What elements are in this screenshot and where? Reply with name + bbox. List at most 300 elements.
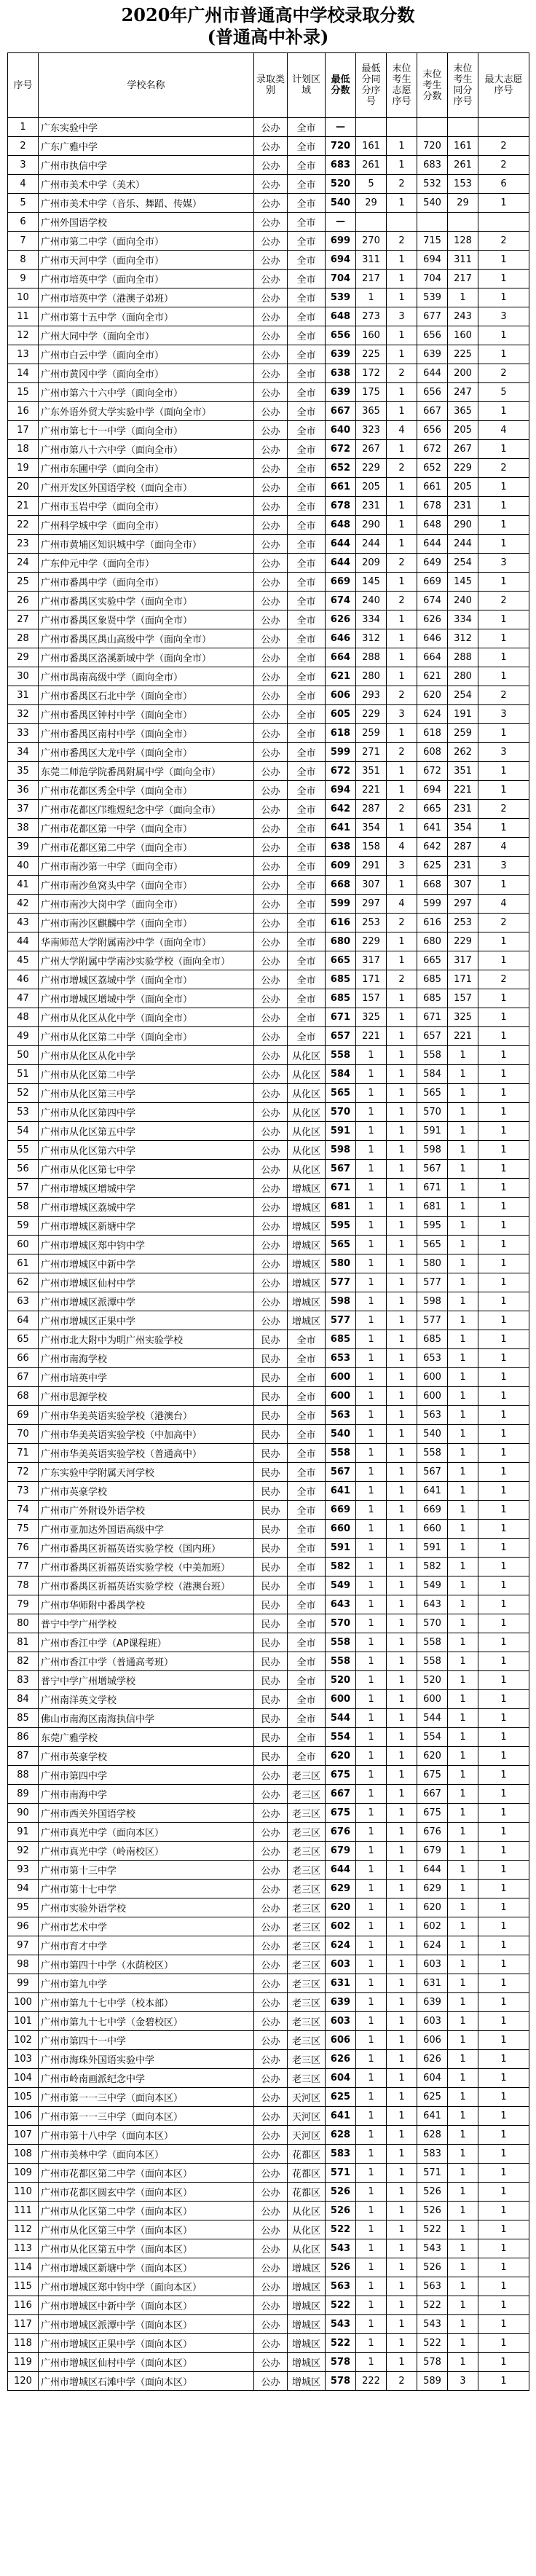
table-cell: 679 <box>326 1842 356 1861</box>
table-cell: 1 <box>478 667 529 686</box>
table-cell: 522 <box>326 2334 356 2353</box>
table-cell: 1 <box>387 2126 417 2145</box>
table-row <box>8 194 529 213</box>
table-cell: 1 <box>478 2183 529 2202</box>
table-cell: 222 <box>356 2372 387 2391</box>
table-cell: 2 <box>387 175 417 194</box>
table-cell <box>417 213 448 232</box>
table-row <box>8 1558 529 1576</box>
table-row <box>8 1880 529 1898</box>
table-cell: 公办 <box>254 1785 288 1804</box>
table-cell: 全市 <box>288 951 326 970</box>
table-cell: 243 <box>448 307 478 326</box>
table-row <box>8 288 529 307</box>
table-row <box>8 516 529 535</box>
column-header: 末位考生志愿序号 <box>387 53 417 118</box>
table-cell: 广东广雅中学 <box>39 137 254 156</box>
table-row <box>8 1936 529 1955</box>
table-cell: 297 <box>356 895 387 914</box>
table-cell: 549 <box>417 1576 448 1595</box>
table-cell: 543 <box>326 2315 356 2334</box>
table-cell: 565 <box>417 1236 448 1254</box>
table-cell: 1 <box>478 573 529 592</box>
table-cell: 240 <box>448 592 478 610</box>
table-cell: 671 <box>417 1179 448 1198</box>
table-cell: 668 <box>326 876 356 895</box>
table-cell: 565 <box>417 1084 448 1103</box>
table-cell: 225 <box>356 345 387 364</box>
table-cell: 114 <box>8 2258 39 2277</box>
table-cell: 1 <box>478 876 529 895</box>
table-cell: 656 <box>417 383 448 402</box>
table-cell: 639 <box>417 345 448 364</box>
table-cell: 334 <box>356 610 387 629</box>
table-cell: 增城区 <box>288 1217 326 1236</box>
table-cell: 1 <box>478 1709 529 1728</box>
table-cell: 增城区 <box>288 1198 326 1217</box>
table-cell: 2 <box>478 970 529 989</box>
table-cell: 660 <box>417 1520 448 1539</box>
table-cell: 广州市海珠外国语实验中学 <box>39 2050 254 2069</box>
table-cell <box>387 118 417 137</box>
table-cell: 89 <box>8 1785 39 1804</box>
table-cell: 1 <box>478 288 529 307</box>
table-cell: 665 <box>417 951 448 970</box>
table-cell: 从化区 <box>288 1122 326 1141</box>
table-cell: 620 <box>417 1747 448 1766</box>
table-cell: 公办 <box>254 1198 288 1217</box>
table-cell: 558 <box>326 1444 356 1463</box>
table-row <box>8 2372 529 2391</box>
table-cell: 720 <box>417 137 448 156</box>
table-cell: 522 <box>417 2334 448 2353</box>
table-cell: 1 <box>387 1254 417 1273</box>
table-cell: 全市 <box>288 989 326 1008</box>
table-cell: 1 <box>478 1898 529 1917</box>
table-cell: 641 <box>326 2107 356 2126</box>
table-row <box>8 1766 529 1785</box>
table-cell: 全市 <box>288 1539 326 1558</box>
table-cell: 1 <box>387 1539 417 1558</box>
table-cell: 从化区 <box>288 1065 326 1084</box>
table-cell: 广州市培英中学 <box>39 1368 254 1387</box>
table-cell: 1 <box>387 1103 417 1122</box>
table-cell: 675 <box>417 1804 448 1823</box>
table-cell: 全市 <box>288 1368 326 1387</box>
table-cell: 1 <box>387 951 417 970</box>
table-cell: 公办 <box>254 1254 288 1273</box>
table-cell: 从化区 <box>288 2202 326 2220</box>
table-cell: 1 <box>478 762 529 781</box>
table-body <box>8 118 529 2391</box>
table-cell: 广州市增城区荔城中学 <box>39 1198 254 1217</box>
table-cell: 1 <box>387 1880 417 1898</box>
table-row <box>8 1520 529 1539</box>
table-row <box>8 345 529 364</box>
table-cell: 公办 <box>254 535 288 554</box>
table-row <box>8 951 529 970</box>
table-cell: 312 <box>448 629 478 648</box>
table-cell: 598 <box>326 1141 356 1160</box>
table-cell: 1 <box>387 2353 417 2372</box>
table-cell: 公办 <box>254 2069 288 2088</box>
table-cell: 1 <box>448 2107 478 2126</box>
table-cell: 648 <box>417 516 448 535</box>
table-cell: 323 <box>356 421 387 440</box>
table-cell: 639 <box>326 345 356 364</box>
table-cell: 606 <box>326 2031 356 2050</box>
table-cell: 675 <box>417 1766 448 1785</box>
table-cell: 664 <box>417 648 448 667</box>
table-cell: 1 <box>478 2164 529 2183</box>
table-row <box>8 1084 529 1103</box>
table-cell: 东莞二师范学院番禺附属中学（面向全市） <box>39 762 254 781</box>
table-cell: 1 <box>448 2239 478 2258</box>
table-cell: 2 <box>478 800 529 819</box>
table-cell: 2 <box>478 914 529 932</box>
table-cell: 653 <box>326 1349 356 1368</box>
table-cell: 646 <box>326 629 356 648</box>
table-cell: 1 <box>387 2220 417 2239</box>
table-cell: 增城区 <box>288 2296 326 2315</box>
table-cell: 1 <box>356 2334 387 2353</box>
table-cell: 1 <box>387 932 417 951</box>
table-cell: 1 <box>448 2334 478 2353</box>
table-cell: 老三区 <box>288 1861 326 1880</box>
table-cell: 广州市岭南画派纪念中学 <box>39 2069 254 2088</box>
table-cell: 161 <box>448 137 478 156</box>
table-cell: 公办 <box>254 1993 288 2012</box>
table-cell: 1 <box>387 2012 417 2031</box>
table-cell: 1 <box>387 1804 417 1823</box>
table-cell: 217 <box>356 270 387 288</box>
table-row <box>8 1501 529 1520</box>
table-cell: 1 <box>478 2220 529 2239</box>
table-cell: 685 <box>326 989 356 1008</box>
table-cell: 618 <box>326 724 356 743</box>
table-cell: 1 <box>356 1065 387 1084</box>
table-cell: 公办 <box>254 175 288 194</box>
table-cell: 631 <box>326 1974 356 1993</box>
table-cell: 1 <box>356 2126 387 2145</box>
table-cell: 广州市培英中学（面向全市） <box>39 270 254 288</box>
table-cell: 1 <box>387 762 417 781</box>
table-cell: 全市 <box>288 345 326 364</box>
table-cell: 567 <box>326 1160 356 1179</box>
table-cell: 全市 <box>288 288 326 307</box>
table-cell: 63 <box>8 1292 39 1311</box>
table-cell: 广州市番禺区祈福英语实验学校（港澳台班） <box>39 1576 254 1595</box>
table-cell <box>387 213 417 232</box>
table-cell: 广州市英豪学校 <box>39 1747 254 1766</box>
table-cell: 民办 <box>254 1330 288 1349</box>
table-cell: 全市 <box>288 1558 326 1576</box>
table-cell: 公办 <box>254 800 288 819</box>
table-row <box>8 156 529 175</box>
table-row <box>8 270 529 288</box>
table-cell: 全市 <box>288 118 326 137</box>
table-cell: 老三区 <box>288 1842 326 1861</box>
table-cell: 广州市增城区增城中学（面向全市） <box>39 989 254 1008</box>
table-cell: 172 <box>356 364 387 383</box>
table-cell: 广州市第四十中学（水荫校区） <box>39 1955 254 1974</box>
table-row <box>8 1349 529 1368</box>
table-cell: 681 <box>326 1198 356 1217</box>
table-cell: 1 <box>448 1595 478 1614</box>
table-cell: 46 <box>8 970 39 989</box>
table-cell: 1 <box>356 1273 387 1292</box>
table-cell: 4 <box>478 838 529 857</box>
table-cell: 全市 <box>288 459 326 478</box>
table-cell: 广州市第八十六中学（面向全市） <box>39 440 254 459</box>
table-cell: 1 <box>387 1898 417 1917</box>
table-row <box>8 1198 529 1217</box>
table-cell: 1 <box>478 194 529 213</box>
table-cell: 1 <box>387 1217 417 1236</box>
table-cell: 600 <box>326 1368 356 1387</box>
table-cell: 628 <box>417 2126 448 2145</box>
table-cell: 570 <box>326 1103 356 1122</box>
table-cell: 240 <box>356 592 387 610</box>
table-cell: 广州市从化区第四中学 <box>39 1103 254 1122</box>
table-cell: 522 <box>326 2220 356 2239</box>
table-row <box>8 1444 529 1463</box>
table-cell: 全市 <box>288 402 326 421</box>
table-cell: 1 <box>387 2031 417 2050</box>
table-cell: 606 <box>326 686 356 705</box>
table-cell: 广州市番禺区禺山高级中学（面向全市） <box>39 629 254 648</box>
table-cell: 1 <box>387 535 417 554</box>
table-cell: 1 <box>448 288 478 307</box>
table-cell: 广州市从化区第七中学 <box>39 1160 254 1179</box>
table-cell: 广州市增城区正果中学（面向本区） <box>39 2334 254 2353</box>
table-cell: 1 <box>448 1273 478 1292</box>
table-cell: 1 <box>448 1880 478 1898</box>
table-row <box>8 2220 529 2239</box>
table-cell: 225 <box>448 345 478 364</box>
table-cell: 公办 <box>254 137 288 156</box>
table-cell: 558 <box>417 1633 448 1652</box>
table-cell: 675 <box>326 1766 356 1785</box>
table-cell: 1 <box>448 1122 478 1141</box>
document-title: 2020年广州市普通高中学校录取分数 <box>121 4 415 25</box>
table-cell: 67 <box>8 1368 39 1387</box>
table-cell: 天河区 <box>288 2088 326 2107</box>
table-cell: 公办 <box>254 288 288 307</box>
table-cell: 351 <box>356 762 387 781</box>
table-cell: 公办 <box>254 1065 288 1084</box>
table-cell: 539 <box>417 288 448 307</box>
table-cell: 11 <box>8 307 39 326</box>
table-cell: 669 <box>326 573 356 592</box>
table-cell: 1 <box>478 2088 529 2107</box>
table-cell: 公办 <box>254 1046 288 1065</box>
table-cell: 1 <box>478 1936 529 1955</box>
table-cell: 1 <box>387 326 417 345</box>
table-cell: 公办 <box>254 819 288 838</box>
table-cell: 231 <box>448 857 478 876</box>
table-cell: 50 <box>8 1046 39 1065</box>
table-cell: 262 <box>448 743 478 762</box>
table-cell: 678 <box>417 497 448 516</box>
table-cell: 公办 <box>254 1842 288 1861</box>
table-cell: 79 <box>8 1595 39 1614</box>
table-cell: 92 <box>8 1842 39 1861</box>
table-cell: 1 <box>448 1917 478 1936</box>
table-cell: 1 <box>356 2353 387 2372</box>
table-cell: 1 <box>387 1349 417 1368</box>
table-cell: 604 <box>326 2069 356 2088</box>
table-cell: 广州市增城区郑中钧中学 <box>39 1236 254 1254</box>
table-row <box>8 478 529 497</box>
table-cell: 广州市增城区仙村中学（面向本区） <box>39 2353 254 2372</box>
table-cell: 577 <box>326 1273 356 1292</box>
table-cell: 公办 <box>254 1898 288 1917</box>
table-cell: 广州市从化区第五中学 <box>39 1122 254 1141</box>
table-cell: 1 <box>478 270 529 288</box>
table-cell: 118 <box>8 2334 39 2353</box>
table-cell: 1 <box>387 2107 417 2126</box>
table-cell: 广州市从化区第三中学 <box>39 1084 254 1103</box>
table-cell: 1 <box>387 667 417 686</box>
table-cell: 全市 <box>288 1709 326 1728</box>
table-row <box>8 1387 529 1406</box>
table-cell: 民办 <box>254 1425 288 1444</box>
table-row <box>8 1539 529 1558</box>
table-cell: 1 <box>448 1198 478 1217</box>
table-cell: 1 <box>387 1330 417 1349</box>
table-cell: 1 <box>387 1709 417 1728</box>
table-cell: 1 <box>478 1501 529 1520</box>
table-cell: 广州市南沙第一中学（面向全市） <box>39 857 254 876</box>
table-cell: 1 <box>356 1046 387 1065</box>
table-cell: 1 <box>478 2258 529 2277</box>
table-cell: 1 <box>478 1633 529 1652</box>
table-cell: 625 <box>417 857 448 876</box>
table-cell: 1 <box>478 932 529 951</box>
table-cell: 1 <box>387 1823 417 1842</box>
table-cell: 全市 <box>288 156 326 175</box>
table-cell: 广州市华美英语实验学校（港澳台） <box>39 1406 254 1425</box>
table-cell: 539 <box>326 288 356 307</box>
table-cell: 公办 <box>254 2145 288 2164</box>
table-cell: 42 <box>8 895 39 914</box>
table-cell: 599 <box>326 743 356 762</box>
table-cell: 1 <box>356 1425 387 1444</box>
table-cell: 544 <box>417 1709 448 1728</box>
table-cell: 1 <box>387 573 417 592</box>
table-cell: 公办 <box>254 2277 288 2296</box>
table-cell: 674 <box>326 592 356 610</box>
table-cell: 1 <box>478 1842 529 1861</box>
table-cell: 75 <box>8 1520 39 1539</box>
table-cell: 578 <box>326 2353 356 2372</box>
table-row <box>8 970 529 989</box>
table-row <box>8 175 529 194</box>
table-cell: 全市 <box>288 213 326 232</box>
table-cell: 1 <box>356 1539 387 1558</box>
column-header: 计划区域 <box>288 53 326 118</box>
table-row <box>8 1917 529 1936</box>
table-cell: 82 <box>8 1652 39 1671</box>
table-cell: 1 <box>478 2050 529 2069</box>
table-cell: 1 <box>448 2031 478 2050</box>
table-cell: 全市 <box>288 781 326 800</box>
table-cell: 增城区 <box>288 1292 326 1311</box>
table-cell: 78 <box>8 1576 39 1595</box>
table-cell: 1 <box>387 2050 417 2069</box>
table-cell: 民办 <box>254 1406 288 1425</box>
table-row <box>8 1842 529 1861</box>
table-cell: 609 <box>326 857 356 876</box>
table-row <box>8 781 529 800</box>
table-cell: 604 <box>417 2069 448 2088</box>
table-cell: 从化区 <box>288 1160 326 1179</box>
table-cell: 2 <box>478 156 529 175</box>
table-cell: 365 <box>448 402 478 421</box>
table-cell: 600 <box>417 1690 448 1709</box>
table-cell: 广州市增城区新塘中学 <box>39 1217 254 1236</box>
table-cell: 672 <box>326 762 356 781</box>
table-cell: 全市 <box>288 1501 326 1520</box>
table-cell: 23 <box>8 535 39 554</box>
table-cell: 626 <box>326 2050 356 2069</box>
table-row <box>8 895 529 914</box>
table-cell: 公办 <box>254 1955 288 1974</box>
table-row <box>8 1671 529 1690</box>
table-cell: 205 <box>448 478 478 497</box>
table-cell: 37 <box>8 800 39 819</box>
table-cell: 657 <box>417 1027 448 1046</box>
table-cell: 570 <box>417 1103 448 1122</box>
table-cell: 317 <box>448 951 478 970</box>
table-cell: 73 <box>8 1482 39 1501</box>
table-cell: 公办 <box>254 629 288 648</box>
table-cell: 老三区 <box>288 1917 326 1936</box>
table-cell: 608 <box>417 743 448 762</box>
table-cell: 全市 <box>288 1595 326 1614</box>
table-cell: 广州市华美英语实验学校（中加高中） <box>39 1425 254 1444</box>
table-cell: 649 <box>417 554 448 573</box>
table-cell: 普宁中学广州学校 <box>39 1614 254 1633</box>
column-header: 最低分数 <box>326 53 356 118</box>
table-cell: 1 <box>387 1425 417 1444</box>
table-cell: 311 <box>356 251 387 270</box>
table-cell: 644 <box>417 535 448 554</box>
table-cell: 29 <box>356 194 387 213</box>
table-cell: 1 <box>448 1709 478 1728</box>
table-cell: 205 <box>356 478 387 497</box>
table-cell: 15 <box>8 383 39 402</box>
table-cell: 天河区 <box>288 2126 326 2145</box>
table-cell: 全市 <box>288 1520 326 1539</box>
table-cell: 91 <box>8 1823 39 1842</box>
table-cell: 广州大同中学（面向全市） <box>39 326 254 345</box>
table-cell: 民办 <box>254 1576 288 1595</box>
table-cell: 广州市增城区增城中学 <box>39 1179 254 1198</box>
table-cell: 563 <box>417 2277 448 2296</box>
table-cell: 1 <box>448 1728 478 1747</box>
table-cell: 全市 <box>288 1614 326 1633</box>
table-cell: 1 <box>356 2239 387 2258</box>
table-cell: 公办 <box>254 2258 288 2277</box>
table-cell <box>417 118 448 137</box>
table-cell: 1 <box>356 1917 387 1936</box>
table-row <box>8 1690 529 1709</box>
table-cell: 59 <box>8 1217 39 1236</box>
table-cell: 39 <box>8 838 39 857</box>
table-cell: 1 <box>448 1652 478 1671</box>
